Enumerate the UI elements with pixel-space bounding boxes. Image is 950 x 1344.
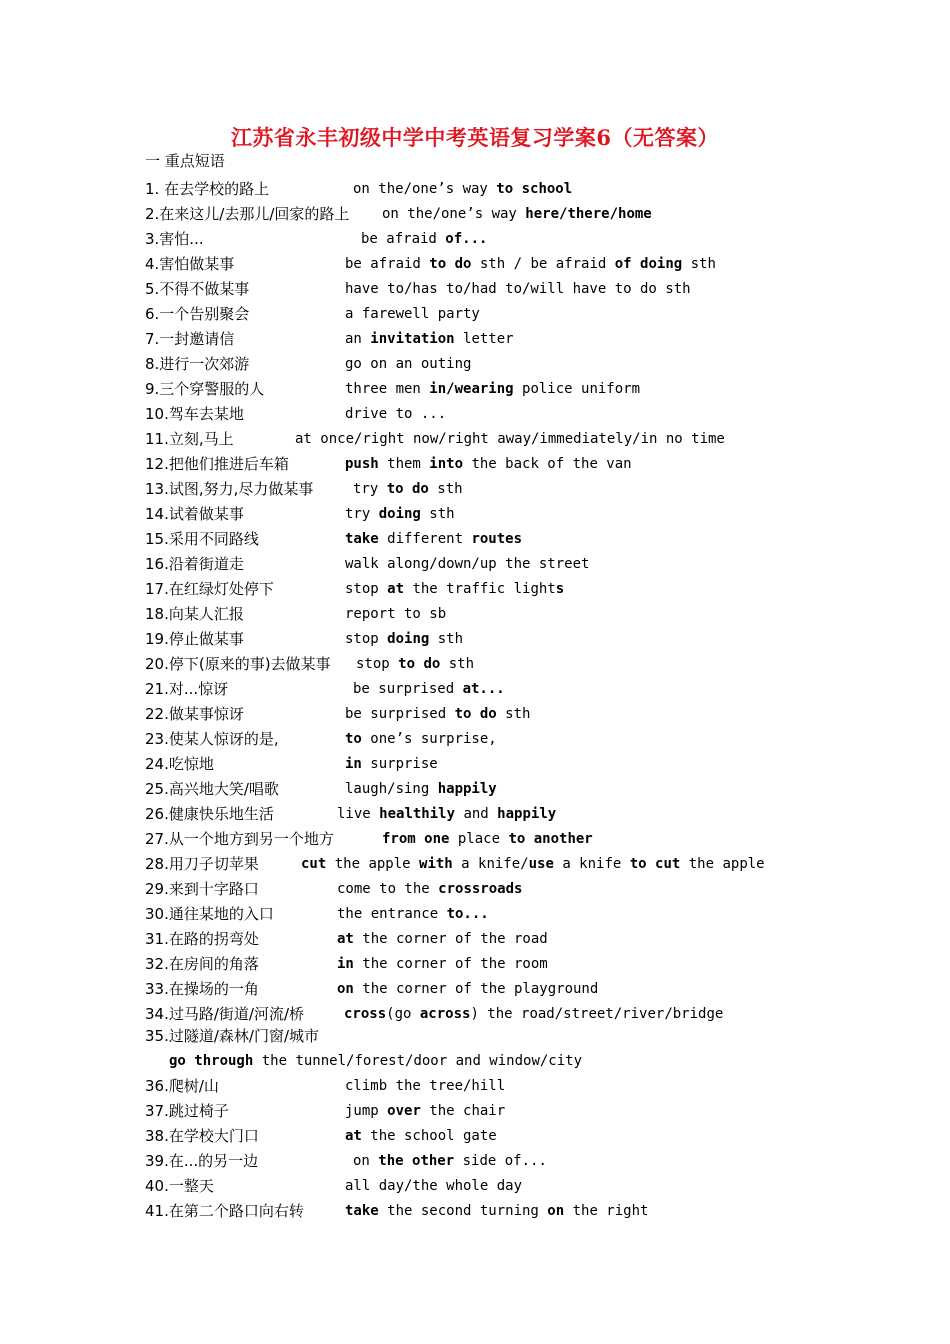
phrase-keyword: the other xyxy=(378,1153,455,1169)
phrase-keyword: to school xyxy=(496,181,573,197)
phrase-keyword: of doing xyxy=(614,256,683,272)
phrase-english xyxy=(345,528,522,550)
phrase-chinese: 12.把他们推进后车箱 xyxy=(145,455,289,473)
phrase-keyword: here/there/home xyxy=(525,206,652,222)
phrase-chinese: 18.向某人汇报 xyxy=(145,605,244,623)
phrase-text: the tunnel/forest/door and window/city xyxy=(253,1053,583,1069)
phrase-text: stop xyxy=(345,581,388,597)
phrase-item xyxy=(145,178,935,200)
phrase-text: drive to ... xyxy=(345,406,447,422)
phrase-english xyxy=(382,203,652,225)
phrase-item xyxy=(145,703,935,725)
phrase-chinese: 38.在学校大门口 xyxy=(145,1127,259,1145)
phrase-chinese: 22.做某事惊讶 xyxy=(145,705,244,723)
phrase-text: on the/one’s way xyxy=(353,181,497,197)
phrase-english xyxy=(345,278,691,300)
phrase-keyword: invitation xyxy=(370,331,455,347)
phrase-chinese: 31.在路的拐弯处 xyxy=(145,930,259,948)
phrase-keyword: doing xyxy=(378,506,421,522)
phrase-item xyxy=(145,928,935,950)
phrase-text: go on an outing xyxy=(345,356,472,372)
phrase-text: surprise xyxy=(361,756,438,772)
phrase-text: a knife/ xyxy=(452,856,529,872)
phrase-item xyxy=(145,528,935,550)
phrase-chinese: 13.试图,努力,尽力做某事 xyxy=(145,480,314,498)
phrase-english xyxy=(345,253,716,275)
phrase-text: at once/right now/right away/immediately/in no time xyxy=(295,431,725,447)
phrase-text: them xyxy=(378,456,430,472)
phrase-keyword: cut xyxy=(301,856,327,872)
phrase-item xyxy=(145,428,935,450)
phrase-item xyxy=(145,1075,935,1097)
phrase-chinese: 21.对...惊讶 xyxy=(145,680,229,698)
phrase-item xyxy=(145,478,935,500)
phrase-english xyxy=(337,803,556,825)
phrase-text: the chair xyxy=(420,1103,506,1119)
phrase-keyword: cross xyxy=(344,1006,387,1022)
phrase-item xyxy=(145,953,935,975)
phrase-english xyxy=(345,303,480,325)
phrase-text: laugh/sing xyxy=(345,781,438,797)
phrase-english xyxy=(344,1003,723,1025)
phrase-text: the traffic light xyxy=(404,581,556,597)
phrase-item xyxy=(145,578,935,600)
phrase-english xyxy=(301,853,765,875)
phrase-text: and xyxy=(455,806,498,822)
phrase-english xyxy=(345,603,446,625)
phrase-english xyxy=(382,828,593,850)
phrase-chinese: 35.过隧道/森林/门窗/城市 xyxy=(145,1027,320,1045)
phrase-item xyxy=(145,453,935,475)
phrase-text: ) the road/street/river/bridge xyxy=(470,1006,724,1022)
phrase-english xyxy=(361,228,487,250)
phrase-chinese: 16.沿着街道走 xyxy=(145,555,244,573)
phrase-item xyxy=(145,228,935,250)
phrase-english xyxy=(345,778,497,800)
phrase-item xyxy=(145,628,935,650)
phrase-english xyxy=(345,728,497,750)
phrase-text: jump xyxy=(345,1103,388,1119)
phrase-item xyxy=(145,1003,935,1025)
phrase-english xyxy=(353,1150,547,1172)
phrase-chinese: 24.吃惊地 xyxy=(145,755,214,773)
phrase-keyword: healthily xyxy=(379,806,456,822)
phrase-text: the apple xyxy=(680,856,765,872)
phrase-text: stop xyxy=(356,656,399,672)
phrase-english xyxy=(353,478,463,500)
phrase-keyword: doing xyxy=(387,631,430,647)
phrase-text: the back of the van xyxy=(463,456,632,472)
phrase-text: on xyxy=(353,1153,379,1169)
phrase-text: sth xyxy=(682,256,716,272)
phrase-text: try xyxy=(345,506,379,522)
phrase-item xyxy=(145,203,935,225)
phrase-keyword: to another xyxy=(508,831,593,847)
phrase-keyword: to do xyxy=(386,481,429,497)
phrase-item xyxy=(145,278,935,300)
phrase-chinese: 17.在红绿灯处停下 xyxy=(145,580,274,598)
phrase-keyword: to xyxy=(345,731,362,747)
phrase-item xyxy=(145,653,935,675)
phrase-keyword: to do xyxy=(429,256,472,272)
phrase-english xyxy=(345,378,640,400)
phrase-text: the corner of the playground xyxy=(353,981,599,997)
phrase-chinese: 33.在操场的一角 xyxy=(145,980,259,998)
phrase-english xyxy=(169,1050,582,1072)
phrase-english xyxy=(337,878,522,900)
phrase-english xyxy=(345,703,530,725)
phrase-text: the apple xyxy=(326,856,420,872)
phrase-chinese: 32.在房间的角落 xyxy=(145,955,259,973)
phrase-text: place xyxy=(449,831,509,847)
phrase-text: report to sb xyxy=(345,606,447,622)
phrase-item xyxy=(145,1175,935,1197)
phrase-english xyxy=(337,953,548,975)
phrase-chinese: 9.三个穿警服的人 xyxy=(145,380,265,398)
phrase-item xyxy=(145,378,935,400)
phrase-english xyxy=(345,628,463,650)
phrase-english xyxy=(345,328,514,350)
phrase-item xyxy=(145,728,935,750)
phrase-item xyxy=(145,328,935,350)
phrase-english xyxy=(353,178,572,200)
phrase-text: have to/has to/had to/will have to do sth xyxy=(345,281,691,297)
phrase-english xyxy=(337,903,489,925)
phrase-text: stop xyxy=(345,631,388,647)
phrase-text: a farewell party xyxy=(345,306,480,322)
phrase-keyword: use xyxy=(528,856,554,872)
phrase-keyword: in xyxy=(337,956,354,972)
phrase-keyword: go through xyxy=(169,1053,254,1069)
phrase-english xyxy=(345,403,446,425)
phrase-text: different xyxy=(378,531,472,547)
phrase-english xyxy=(356,653,474,675)
phrase-text: climb the tree/hill xyxy=(345,1078,506,1094)
phrase-chinese: 11.立刻,马上 xyxy=(145,430,234,448)
phrase-chinese: 34.过马路/街道/河流/桥 xyxy=(145,1005,305,1023)
phrase-text: three men xyxy=(345,381,430,397)
phrase-chinese: 29.来到十字路口 xyxy=(145,880,259,898)
phrase-item xyxy=(145,828,935,850)
phrase-text: (go xyxy=(386,1006,420,1022)
phrase-english xyxy=(345,453,632,475)
phrase-item xyxy=(145,753,935,775)
phrase-english xyxy=(353,678,505,700)
phrase-english xyxy=(337,928,548,950)
phrase-text: be surprised xyxy=(345,706,455,722)
phrase-item xyxy=(145,303,935,325)
phrase-item xyxy=(145,1200,935,1222)
phrase-chinese: 41.在第二个路口向右转 xyxy=(145,1202,304,1220)
phrase-chinese: 20.停下(原来的事)去做某事 xyxy=(145,655,331,673)
phrase-item xyxy=(145,1125,935,1147)
phrase-text: the school gate xyxy=(361,1128,497,1144)
phrase-english xyxy=(345,753,438,775)
phrase-text: be surprised xyxy=(353,681,463,697)
phrase-keyword: over xyxy=(387,1103,421,1119)
phrase-keyword: on xyxy=(337,981,354,997)
phrase-keyword: into xyxy=(429,456,464,472)
phrase-text: sth xyxy=(440,656,475,672)
phrase-text: one’s surprise, xyxy=(361,731,497,747)
phrase-text: on the/one’s way xyxy=(382,206,526,222)
phrase-text: sth xyxy=(496,706,531,722)
phrase-text: the right xyxy=(564,1203,649,1219)
phrase-text: the second turning xyxy=(378,1203,548,1219)
phrase-english xyxy=(337,978,598,1000)
phrase-text: sth xyxy=(429,631,464,647)
phrase-text: come to the xyxy=(337,881,439,897)
phrase-english xyxy=(345,578,564,600)
phrase-chinese: 14.试着做某事 xyxy=(145,505,244,523)
phrase-text: live xyxy=(337,806,380,822)
phrase-chinese: 28.用刀子切苹果 xyxy=(145,855,259,873)
phrase-keyword: at xyxy=(337,931,354,947)
phrase-keyword: s xyxy=(555,581,565,597)
phrase-english xyxy=(345,503,455,525)
phrase-text: a knife xyxy=(553,856,630,872)
phrase-text: the entrance xyxy=(337,906,447,922)
phrase-chinese: 7.一封邀请信 xyxy=(145,330,235,348)
phrase-chinese: 3.害怕... xyxy=(145,230,204,248)
phrase-chinese: 4.害怕做某事 xyxy=(145,255,235,273)
phrase-text: all day/the whole day xyxy=(345,1178,523,1194)
phrase-text: be afraid xyxy=(361,231,446,247)
phrase-keyword: happily xyxy=(437,781,497,797)
phrase-item xyxy=(145,778,935,800)
phrase-chinese: 6.一个告别聚会 xyxy=(145,305,250,323)
phrase-keyword: at xyxy=(387,581,405,597)
phrase-keyword: take xyxy=(345,1203,379,1219)
phrase-english xyxy=(345,1100,505,1122)
phrase-keyword: happily xyxy=(497,806,557,822)
phrase-english xyxy=(345,353,471,375)
phrase-chinese: 39.在...的另一边 xyxy=(145,1152,259,1170)
phrase-text: sth xyxy=(428,481,463,497)
phrase-english xyxy=(345,1175,522,1197)
phrase-chinese: 23.使某人惊讶的是, xyxy=(145,730,279,748)
phrase-item xyxy=(145,353,935,375)
phrase-chinese: 30.通往某地的入口 xyxy=(145,905,274,923)
phrase-chinese: 26.健康快乐地生活 xyxy=(145,805,274,823)
phrase-keyword: push xyxy=(345,456,379,472)
phrase-chinese: 15.采用不同路线 xyxy=(145,530,259,548)
phrase-text: police uniform xyxy=(513,381,641,397)
phrase-chinese: 27.从一个地方到另一个地方 xyxy=(145,830,334,848)
phrase-text: sth / be afraid xyxy=(471,256,615,272)
phrase-keyword: to do xyxy=(454,706,497,722)
phrase-chinese: 36.爬树/山 xyxy=(145,1077,219,1095)
phrase-keyword: to cut xyxy=(629,856,681,872)
phrase-english xyxy=(345,1075,505,1097)
phrase-item xyxy=(145,853,935,875)
phrase-item xyxy=(145,678,935,700)
phrase-item xyxy=(145,503,935,525)
phrase-text: side of... xyxy=(454,1153,547,1169)
phrase-item xyxy=(145,603,935,625)
phrase-item xyxy=(145,803,935,825)
document-title: 江苏省永丰初级中学中考英语复习学案6（无答案） xyxy=(230,125,720,150)
phrase-item xyxy=(145,1100,935,1122)
phrase-item xyxy=(145,403,935,425)
phrase-english xyxy=(295,428,725,450)
phrase-chinese: 37.跳过椅子 xyxy=(145,1102,229,1120)
phrase-keyword: at... xyxy=(462,681,505,697)
phrase-keyword: to do xyxy=(398,656,441,672)
phrase-text: be afraid xyxy=(345,256,430,272)
phrase-keyword: with xyxy=(419,856,453,872)
phrase-item xyxy=(145,253,935,275)
phrase-text: walk along/down/up the street xyxy=(345,556,590,572)
phrase-text: the corner of the road xyxy=(353,931,548,947)
phrase-text: sth xyxy=(420,506,455,522)
phrase-text: the corner of the room xyxy=(353,956,548,972)
phrase-item xyxy=(145,978,935,1000)
phrase-chinese: 1. 在去学校的路上 xyxy=(145,180,270,198)
phrase-chinese: 19.停止做某事 xyxy=(145,630,244,648)
phrase-keyword: from one xyxy=(382,831,450,847)
phrase-chinese: 8.进行一次郊游 xyxy=(145,355,250,373)
phrase-keyword: in/wearing xyxy=(429,381,514,397)
phrase-item xyxy=(145,553,935,575)
phrase-chinese: 2.在来这儿/去那儿/回家的路上 xyxy=(145,205,350,223)
phrase-keyword: on xyxy=(547,1203,565,1219)
phrase-keyword: to... xyxy=(446,906,489,922)
phrase-text: an xyxy=(345,331,371,347)
phrase-text: try xyxy=(353,481,387,497)
phrase-english xyxy=(345,1200,648,1222)
phrase-item xyxy=(145,878,935,900)
phrase-chinese: 40.一整天 xyxy=(145,1177,214,1195)
phrase-keyword: crossroads xyxy=(438,881,523,897)
section-heading: 一 重点短语 xyxy=(145,152,225,170)
phrase-chinese: 5.不得不做某事 xyxy=(145,280,250,298)
phrase-keyword: at xyxy=(345,1128,362,1144)
phrase-item xyxy=(145,1050,935,1072)
phrase-keyword: take xyxy=(345,531,379,547)
phrase-chinese: 10.驾车去某地 xyxy=(145,405,244,423)
phrase-english xyxy=(345,553,589,575)
phrase-text: letter xyxy=(454,331,514,347)
phrase-keyword: of... xyxy=(445,231,488,247)
phrase-item xyxy=(145,903,935,925)
phrase-keyword: in xyxy=(345,756,362,772)
phrase-keyword: routes xyxy=(471,531,523,547)
phrase-chinese: 25.高兴地大笑/唱歌 xyxy=(145,780,279,798)
phrase-english xyxy=(345,1125,497,1147)
phrase-keyword: across xyxy=(419,1006,471,1022)
phrase-item xyxy=(145,1150,935,1172)
phrase-item xyxy=(145,1025,935,1047)
